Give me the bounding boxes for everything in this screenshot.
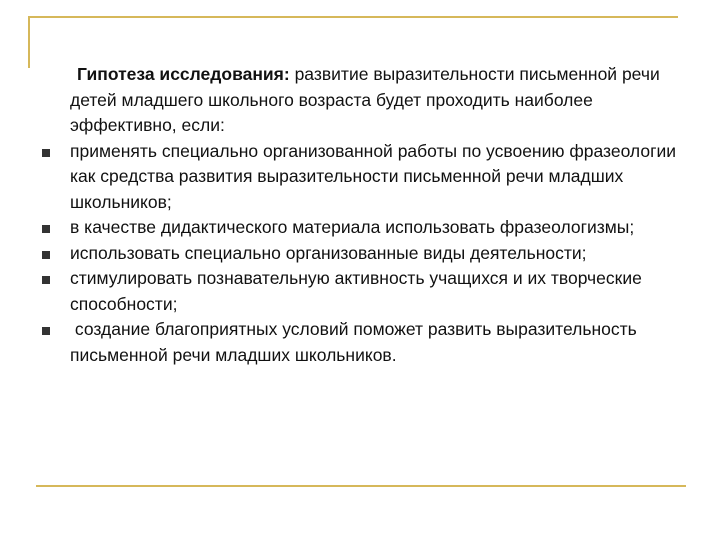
square-bullet-icon [42, 327, 50, 335]
frame-top-line [28, 16, 678, 18]
list-item [36, 317, 676, 368]
list-item-text: создание благоприятных условий поможет развить выразительность письменной речи младших школьников. [70, 319, 642, 365]
list-item [36, 241, 676, 267]
square-bullet-icon [42, 276, 50, 284]
list-item [36, 266, 676, 317]
hypothesis-label: Гипотеза исследования: [77, 64, 290, 84]
square-bullet-icon [42, 149, 50, 157]
list-item-text: использовать специально организованные виды деятельности; [70, 242, 587, 263]
list-item-text: применять специально организованной работы по усвоению фразеологии как средства развития выразительности письменной речи младших школьников; [70, 140, 676, 212]
frame-bottom-line [36, 485, 686, 487]
hypothesis-paragraph [36, 62, 676, 139]
slide-body [36, 62, 676, 368]
square-bullet-icon [42, 225, 50, 233]
list-item-text: стимулировать познавательную активность учащихся и их творческие способности; [70, 268, 642, 314]
list-item [36, 139, 676, 216]
square-bullet-icon [42, 251, 50, 259]
frame-left-line [28, 16, 30, 68]
list-item [36, 215, 676, 241]
list-item-text: в качестве дидактического материала использовать фразеологизмы; [70, 217, 635, 237]
hypothesis-text: развитие выразительности письменной речи детей младшего школьного возраста будет проходить наиболее эффективно, если: [70, 64, 660, 135]
